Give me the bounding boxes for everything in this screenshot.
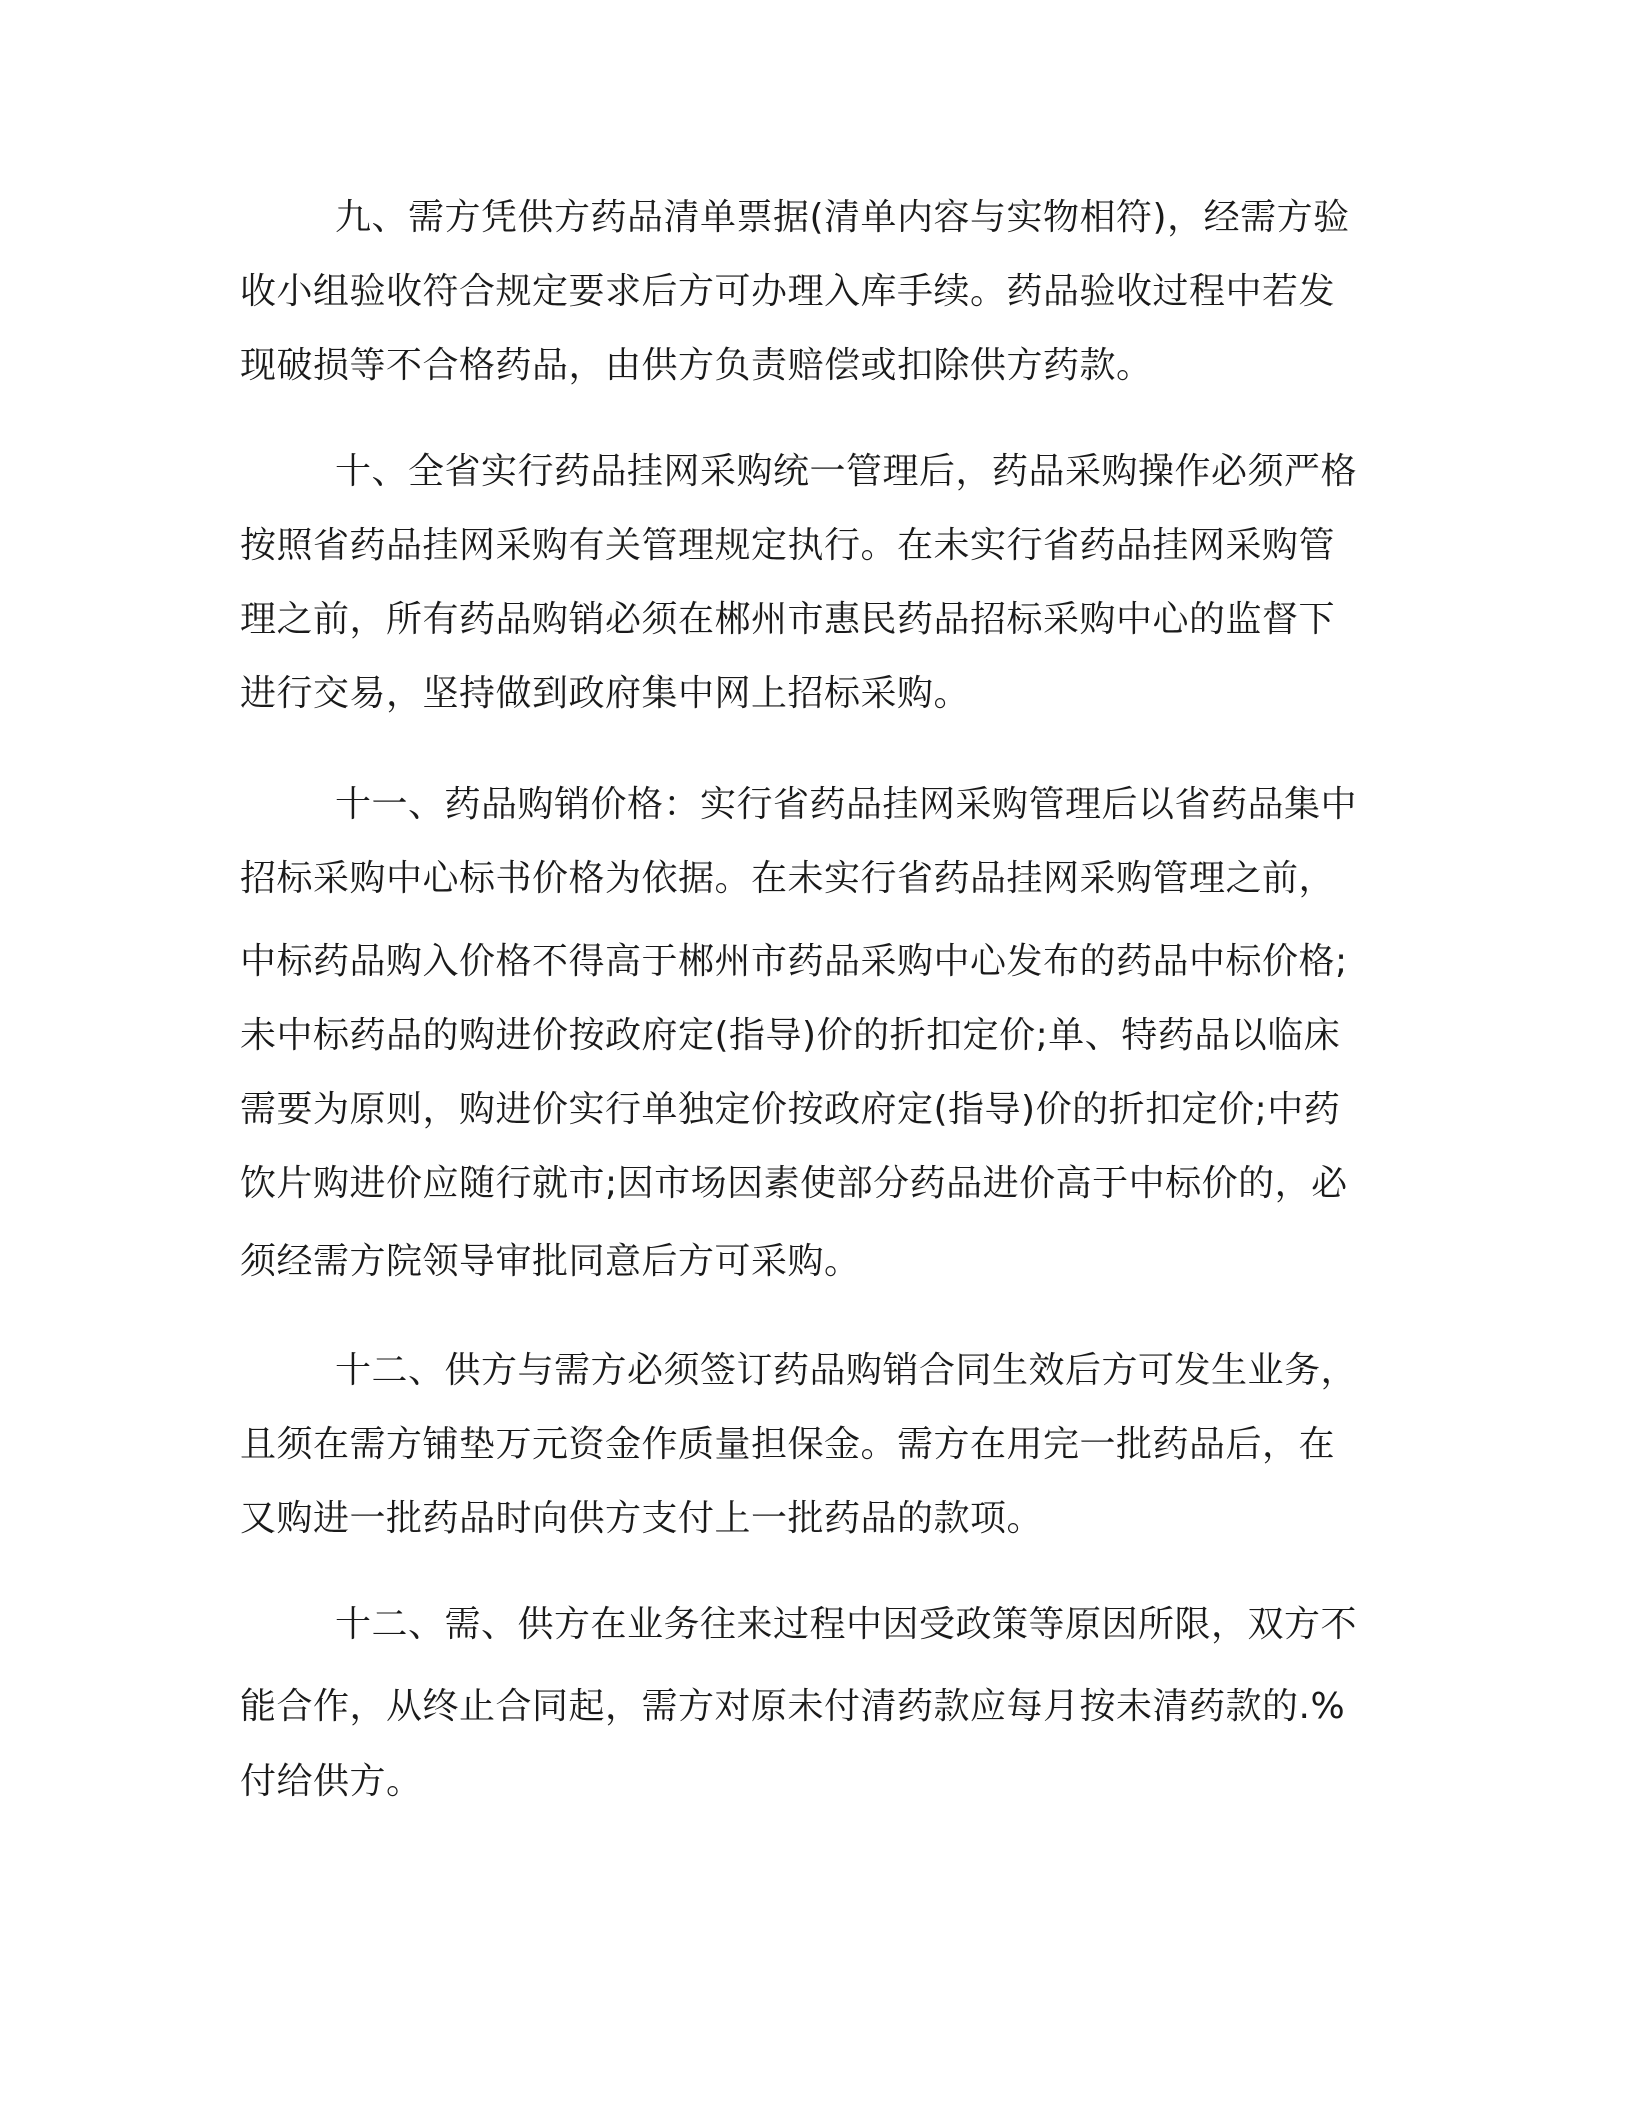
paragraph-12a-line-1: 十二、供方与需方必须签订药品购销合同生效后方可发生业务， xyxy=(335,1350,1358,1391)
paragraph-10-line-1: 十、全省实行药品挂网采购统一管理后，药品采购操作必须严格 xyxy=(335,451,1358,492)
paragraph-9-line-3: 现破损等不合格药品，由供方负责赔偿或扣除供方药款。 xyxy=(240,345,1153,386)
paragraph-12b-line-3: 付给供方。 xyxy=(240,1761,423,1802)
paragraph-11-line-6: 饮片购进价应随行就市;因市场因素使部分药品进价高于中标价的，必 xyxy=(240,1163,1348,1204)
paragraph-10-line-3: 理之前，所有药品购销必须在郴州市惠民药品招标采购中心的监督下 xyxy=(240,599,1336,640)
paragraph-11-line-4: 未中标药品的购进价按政府定(指导)价的折扣定价;单、特药品以临床 xyxy=(240,1015,1341,1056)
paragraph-10-line-2: 按照省药品挂网采购有关管理规定执行。在未实行省药品挂网采购管 xyxy=(240,525,1336,566)
paragraph-10-line-4: 进行交易，坚持做到政府集中网上招标采购。 xyxy=(240,673,971,714)
paragraph-11-line-7: 须经需方院领导审批同意后方可采购。 xyxy=(240,1241,861,1282)
paragraph-11-line-2: 招标采购中心标书价格为依据。在未实行省药品挂网采购管理之前， xyxy=(240,858,1336,899)
paragraph-9-line-2: 收小组验收符合规定要求后方可办理入库手续。药品验收过程中若发 xyxy=(240,271,1336,312)
paragraph-12a-line-2: 且须在需方铺垫万元资金作质量担保金。需方在用完一批药品后，在 xyxy=(240,1424,1336,1465)
paragraph-12a-line-3: 又购进一批药品时向供方支付上一批药品的款项。 xyxy=(240,1498,1044,1539)
paragraph-9-line-1: 九、需方凭供方药品清单票据(清单内容与实物相符)，经需方验 xyxy=(335,197,1350,238)
paragraph-11-line-1: 十一、药品购销价格：实行省药品挂网采购管理后以省药品集中 xyxy=(335,784,1358,825)
paragraph-11-line-3: 中标药品购入价格不得高于郴州市药品采购中心发布的药品中标价格; xyxy=(240,941,1348,982)
paragraph-12b-line-2: 能合作，从终止合同起，需方对原未付清药款应每月按未清药款的.% xyxy=(240,1686,1346,1727)
paragraph-12b-line-1: 十二、需、供方在业务往来过程中因受政策等原因所限，双方不 xyxy=(335,1604,1358,1645)
paragraph-11-line-5: 需要为原则，购进价实行单独定价按政府定(指导)价的折扣定价;中药 xyxy=(240,1089,1341,1130)
